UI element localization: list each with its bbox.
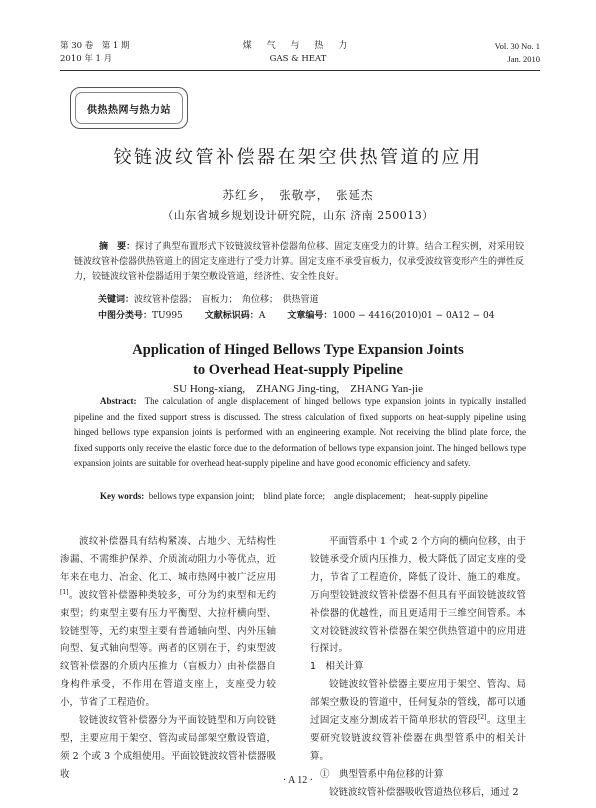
header-divider (60, 70, 540, 71)
article-id-value: 1000 − 4416(2010)01 − 0A12 − 04 (332, 311, 495, 321)
abstract-en (74, 394, 526, 472)
doc-code-value: A (258, 311, 266, 321)
body-column-left (60, 533, 276, 784)
citation-ref[interactable]: [2] (477, 714, 487, 722)
volume-issue-en: Vol. 30 No. 1 (494, 41, 540, 51)
paragraph-text: 。波纹管补偿器种类较多，可分为约束型和无约束型；约束型主要有压力平衡型、大拉杆横向型、铰链型等，无约束型主要有普通轴向型、内外压轴向型、复式轴向型等。两者的区别在于，约束型波纹管补偿器的介质内压推力（盲板力）由补偿器自身构件承受，不作用在管道支座上，支座受力较小，节省了工程造价。 (60, 589, 276, 709)
issue-date-en: Jan. 2010 (507, 54, 540, 64)
body-paragraph: 平面管系中 1 个或 2 个方向的横向位移，由于铰链承受介质内压推力，极大降低了固定支座的受力，节省了工程造价，降低了设计、施工的难度。万向型铰链波纹管补偿器不但具有平面铰链波纹管补偿器的优越性，而且更适用于三维空间管系。本文对铰链波纹管补偿器在架空供热管道中的应用进行探讨。 (310, 536, 526, 655)
paragraph-text: 铰链波纹管补偿器主要应用于架空、管沟、局部架空敷设的管道中，任何复杂的管线，都可以通过固定支座分割成若干简单形状的管段 (310, 679, 526, 727)
authors-en: SU Hong-xiang, ZHANG Jing-ting, ZHANG Yan-jie (173, 383, 423, 395)
column-badge-label: 供热热网与热力站 (75, 92, 183, 124)
body-paragraph: 铰链波纹管补偿器分为平面铰链型和万向铰链型，主要应用于架空、管沟或局部架空敷设管道，须 2 个或 3 个成组使用。平面铰链波纹管补偿器吸收 (60, 715, 276, 780)
abstract-cn (74, 240, 524, 285)
article-id-label: 文章编号： (287, 311, 333, 321)
page-number: · A 12 · (282, 775, 314, 786)
classification-row (98, 308, 538, 321)
body-paragraph (60, 533, 276, 712)
article-title-en (0, 340, 596, 380)
abstract-en-text: The calculation of angle displacement of hinged bellows type expansion joints in typically installed pipeline and the fixed support stress is discussed. The stress calculation of fixed supports on heat-supply pipeline using hinged bellows type expansion joints is performed with an engineering example. Not receiving the blind plate force, the fixed supports only receive the elastic force due to the deformation of bellows type expansion joint. The hinged bellows type expansion joints are suitable for overhead heat-supply pipeline and have good economic efficiency and safety. (74, 396, 526, 469)
volume-issue: 第 30 卷 第 1 期 (60, 41, 130, 51)
journal-name-cn: 煤 气 与 热 力 (242, 41, 354, 51)
clc-value: TU995 (152, 311, 183, 321)
abstract-en-label: Abstract: (100, 396, 137, 406)
keywords-en-label: Key words: (100, 491, 145, 501)
affiliation-cn: （山东省城乡规划设计研究院，山东 济南 250013） (162, 209, 434, 222)
authors-cn: 苏红乡， 张敬亭， 张延杰 (222, 188, 374, 202)
doc-code-label: 文献标识码： (204, 311, 259, 321)
citation-ref[interactable]: [1] (60, 588, 69, 596)
body-column-right (310, 533, 526, 802)
clc-number (98, 308, 183, 321)
section-heading: 1 相关计算 (310, 661, 364, 673)
abstract-cn-text: 探讨了典型布置形式下铰链波纹管补偿器角位移、固定支座受力的计算。结合工程实例，对采用铰链波纹管补偿器供热管道上的固定支座进行了受力计算。固定支座不承受盲板力，仅承受波纹管变形产生的弹性反力，铰链波纹管补偿器适用于架空敷设管道，经济性、安全性良好。 (74, 242, 525, 282)
body-paragraph: 铰链波纹管补偿器吸收管道热位移后，通过 2 (329, 786, 519, 798)
journal-volume-info-en (495, 40, 540, 66)
keywords-cn-text: 波纹管补偿器； 盲板力； 角位移； 供热管道 (134, 295, 319, 305)
article-title-cn: 铰链波纹管补偿器在架空供热管道的应用 (113, 147, 483, 168)
title-en-line1: Application of Hinged Bellows Type Expansion Joints (132, 342, 464, 358)
paragraph-text: 波纹补偿器具有结构紧凑、占地少、无结构性渗漏、不需维护保养、介质流动阻力小等优点，近年来在电力、冶金、化工、城市热网中被广泛应用 (60, 536, 276, 583)
document-code (205, 308, 266, 321)
body-paragraph (310, 676, 526, 766)
journal-name-en: GAS & HEAT (269, 54, 327, 64)
keywords-en-text: bellows type expansion joint; blind plate force; angle displacement; heat-supply pipeline (148, 491, 488, 501)
article-id (287, 308, 494, 321)
column-badge (70, 87, 188, 129)
clc-label: 中图分类号： (98, 311, 153, 321)
keywords-cn-label: 关键词： (98, 295, 135, 305)
title-en-line2: to Overhead Heat-supply Pipeline (193, 362, 403, 378)
subsection-heading: ① 典型管系中角位移的计算 (320, 768, 444, 780)
keywords-cn (98, 292, 319, 305)
paragraph-text: 。这里主要研究铰链波纹管补偿器在典型管系中的相关计算。 (310, 715, 526, 762)
keywords-en (74, 489, 526, 505)
abstract-cn-label: 摘 要： (99, 242, 136, 252)
issue-date-cn: 2010 年 1 月 (60, 54, 113, 64)
